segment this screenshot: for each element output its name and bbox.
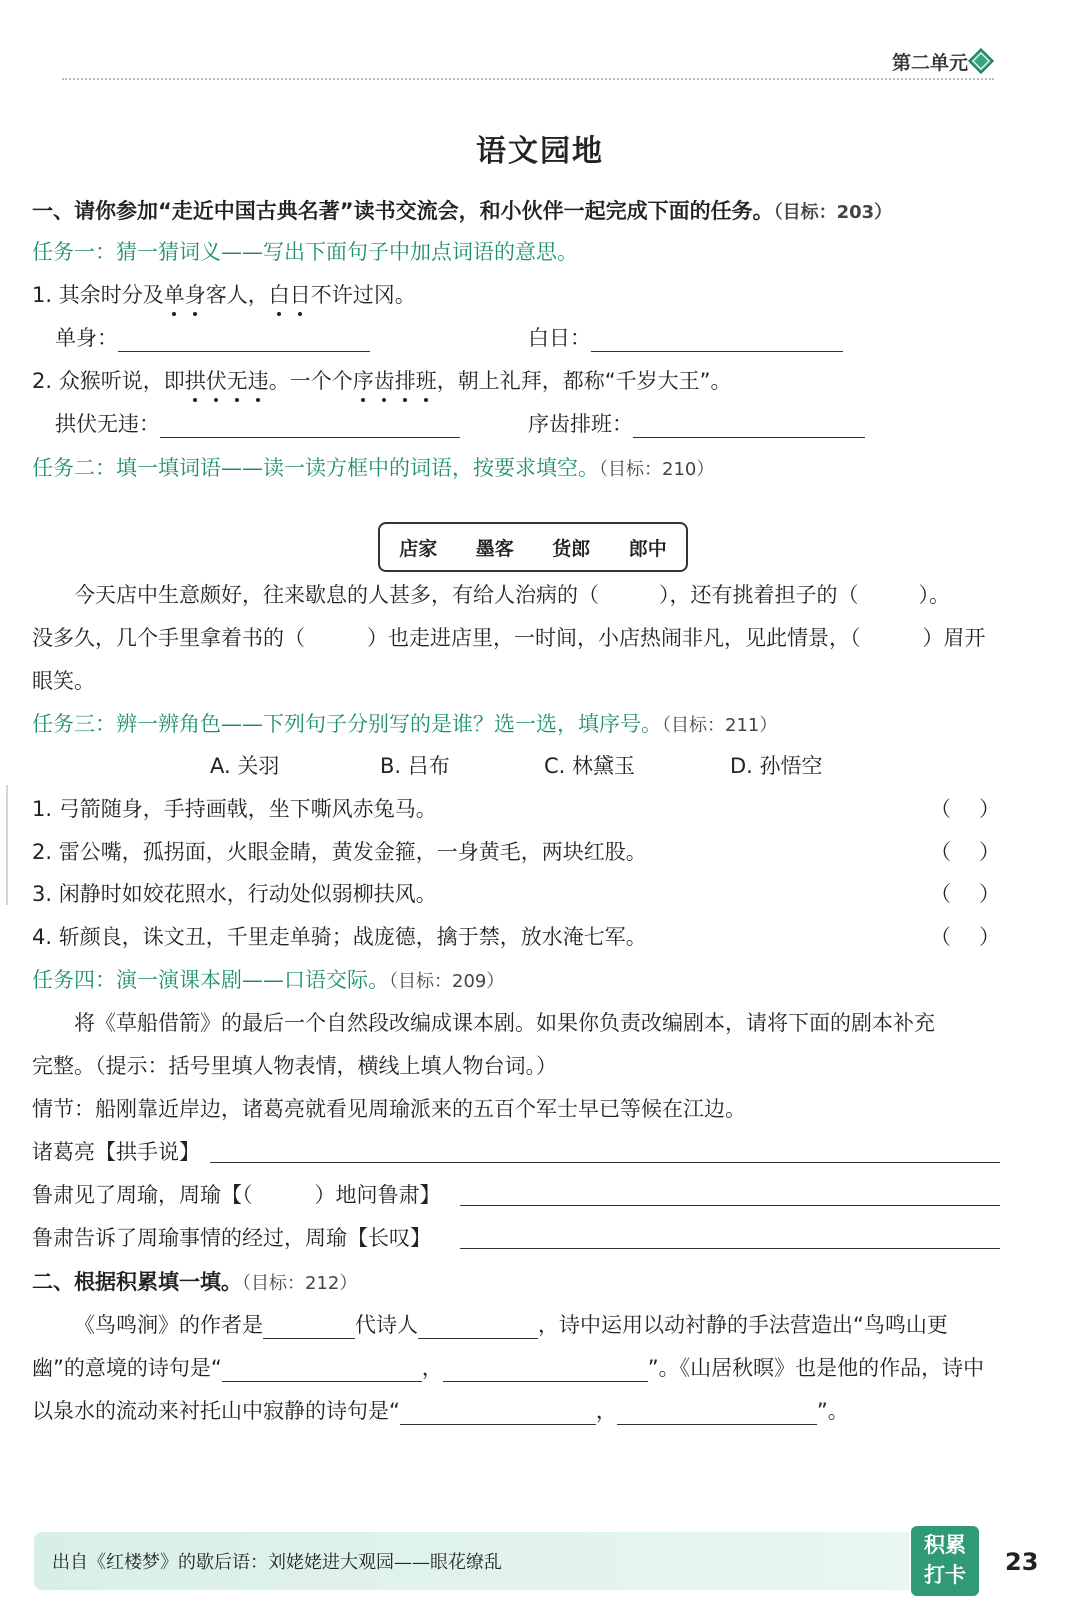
answer-label-danshen: 单身： [55, 324, 370, 352]
task2-paragraph-line1: 今天店中生意颇好，往来歇息的人甚多，有给人治病的（ ），还有挑着担子的（ ）。 [74, 583, 950, 607]
badge-line: 打卡 [924, 1563, 966, 1587]
task3-item-1: 1. 弓箭随身，手持画戟，坐下嘶风赤兔马。 [32, 797, 437, 821]
q2-heading: 二、根据积累填一填。（目标：212） [32, 1270, 358, 1294]
task4-title: 任务四：演一演课本剧——口语交际。（目标：209） [32, 968, 505, 992]
q2-line2: 幽”的意境的诗句是“ ， ”。《山居秋暝》也是他的作品，诗中 [32, 1356, 985, 1380]
task2-title: 任务二：填一填词语——读一读方框中的词语，按要求填空。（目标：210） [32, 456, 715, 480]
answer-blank[interactable] [591, 329, 843, 352]
task2-paragraph-line3: 眼笑。 [32, 669, 95, 693]
answer-blank[interactable] [222, 1359, 422, 1382]
task2-paragraph-line2: 没多久，几个手里拿着书的（ ）也走进店里，一时间，小店热闹非凡，见此情景，（ ）眉开 [32, 626, 986, 650]
answer-label-xuchi: 序齿排班： [528, 410, 865, 438]
page-edge-mark [6, 785, 8, 905]
answer-paren[interactable]: （ ） [930, 925, 1000, 949]
answer-blank[interactable] [210, 1162, 1000, 1163]
task4-instruction-line1: 将《草船借箭》的最后一个自然段改编成课本剧。如果你负责改编剧本，请将下面的剧本补充 [74, 1011, 935, 1035]
answer-paren[interactable]: （ ） [930, 797, 1000, 821]
script-line-zhuge: 诸葛亮【拱手说】 [32, 1140, 200, 1164]
answer-blank[interactable] [160, 415, 460, 438]
task1-sentence-1: 1. 其余时分及单身客人，白日不许过冈。 [32, 283, 416, 307]
answer-blank[interactable] [263, 1316, 355, 1339]
q2-line3: 以泉水的流动来衬托山中寂静的诗句是“ ， ”。 [32, 1399, 849, 1423]
word-item: 郎中 [628, 537, 667, 560]
answer-label-gongfu: 拱伏无违： [55, 410, 460, 438]
answer-blank[interactable] [418, 1316, 538, 1339]
answer-blank[interactable] [118, 329, 370, 352]
answer-paren[interactable]: （ ） [930, 882, 1000, 906]
task3-item-2: 2. 雷公嘴，孤拐面，火眼金睛，黄发金箍，一身黄毛，两块红股。 [32, 840, 647, 864]
task3-item-3: 3. 闲静时如姣花照水，行动处似弱柳扶风。 [32, 882, 437, 906]
option-b: B. 吕布 [380, 754, 450, 778]
option-a: A. 关羽 [210, 754, 280, 778]
task4-instruction-line2: 完整。（提示：括号里填人物表情，横线上填人物台词。） [32, 1054, 557, 1078]
task3-item-4: 4. 斩颜良，诛文丑，千里走单骑；战庞德，擒于禁，放水淹七军。 [32, 925, 647, 949]
page-title: 语文园地 [476, 134, 604, 169]
task1-sentence-2: 2. 众猴听说，即拱伏无违。一个个序齿排班，朝上礼拜，都称“千岁大王”。 [32, 369, 732, 393]
page-number: 23 [1005, 1548, 1039, 1576]
answer-blank[interactable] [617, 1402, 817, 1425]
option-c: C. 林黛玉 [544, 754, 636, 778]
script-line-zhouyu-sigh: 鲁肃告诉了周瑜事情的经过，周瑜【长叹】 [32, 1226, 431, 1250]
diamond-icon [968, 48, 994, 74]
answer-blank[interactable] [443, 1359, 648, 1382]
task1-title: 任务一：猜一猜词义——写出下面句子中加点词语的意思。 [32, 240, 578, 264]
header-divider [62, 78, 994, 80]
word-item: 货郎 [552, 537, 591, 560]
footer-idiom: 出自《红楼梦》的歇后语：刘姥姥进大观园——眼花缭乱 [52, 1552, 502, 1573]
accumulate-badge [911, 1526, 979, 1596]
word-item: 店家 [399, 537, 438, 560]
unit-label: 第二单元 [891, 52, 968, 74]
answer-label-bairi: 白日： [528, 324, 843, 352]
task3-title: 任务三：辨一辨角色——下列句子分别写的是谁？选一选，填序号。（目标：211） [32, 712, 778, 736]
badge-line: 积累 [924, 1533, 966, 1557]
answer-blank[interactable] [460, 1205, 1000, 1206]
task4-plot: 情节：船刚靠近岸边，诸葛亮就看见周瑜派来的五百个军士早已等候在江边。 [32, 1097, 746, 1121]
script-line-zhouyu-ask: 鲁肃见了周瑜，周瑜【（ ）地问鲁肃】 [32, 1183, 441, 1207]
answer-paren[interactable]: （ ） [930, 840, 1000, 864]
answer-blank[interactable] [400, 1402, 596, 1425]
option-d: D. 孙悟空 [730, 754, 823, 778]
word-box [378, 522, 688, 572]
q2-line1: 《鸟鸣涧》的作者是 代诗人 ，诗中运用以动衬静的手法营造出“鸟鸣山更 [74, 1313, 948, 1337]
answer-blank[interactable] [633, 415, 865, 438]
word-item: 墨客 [475, 537, 514, 560]
q1-heading: 一、请你参加“走近中国古典名著”读书交流会，和小伙伴一起完成下面的任务。（目标：203） [32, 199, 893, 223]
answer-blank[interactable] [460, 1248, 1000, 1249]
